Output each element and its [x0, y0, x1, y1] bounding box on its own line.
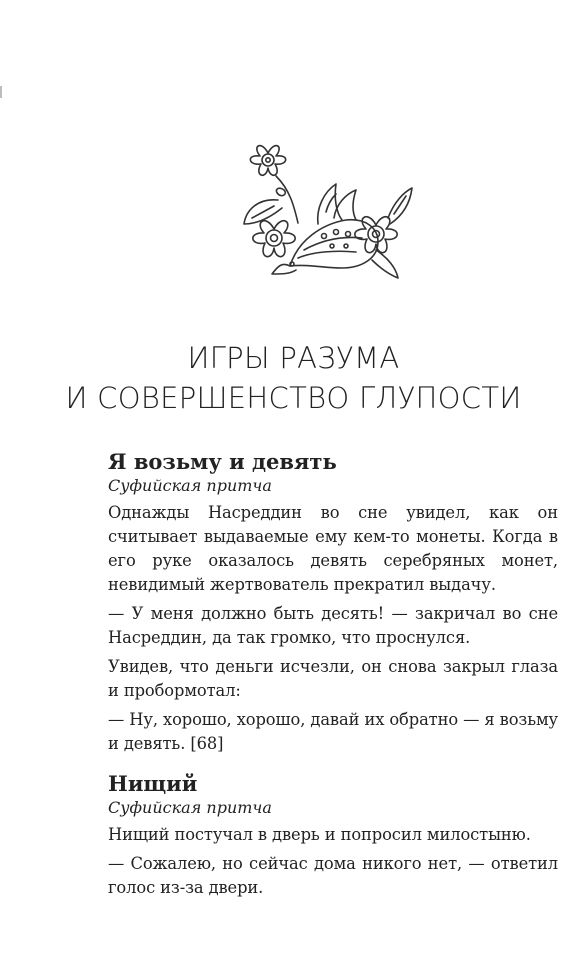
story-paragraph: Однажды Насреддин во сне увидел, как он считывает выдаваемые ему кем-то монеты. Когда в его руке оказалось девять серебряных монет, невидимый жертвователь прекратил выдачу.	[108, 503, 558, 594]
chapter-title-line-1: ИГРЫ РАЗУМА	[187, 341, 400, 375]
story-paragraph: Увидев, что деньги исчезли, он снова закрыл глаза и пробормотал:	[108, 657, 558, 700]
chapter-title-line-2: И СОВЕРШЕНСТВО ГЛУПОСТИ	[65, 381, 522, 415]
story-paragraph: Нищий постучал в дверь и попросил милостыню.	[108, 825, 531, 844]
story-paragraph: — Ну, хорошо, хорошо, давай их обратно — я возьму и девять. [68]	[108, 710, 558, 753]
story-paragraph: — Сожалею, но сейчас дома никого нет, — ответил голос из-за двери.	[108, 854, 558, 897]
floral-bird-ornament-icon	[238, 128, 414, 286]
chapter-title	[0, 338, 587, 418]
story-subtitle: Суфийская притча	[108, 476, 272, 495]
story-1	[108, 448, 558, 756]
page-content	[108, 448, 558, 905]
story-title: Нищий	[108, 771, 198, 796]
story-2	[108, 770, 558, 900]
story-subtitle: Суфийская притча	[108, 798, 272, 817]
story-title: Я возьму и девять	[108, 449, 337, 474]
page-edge-mark	[0, 86, 2, 98]
story-paragraph: — У меня должно быть десять! — закричал во сне Насреддин, да так громко, что проснулся.	[108, 604, 558, 647]
